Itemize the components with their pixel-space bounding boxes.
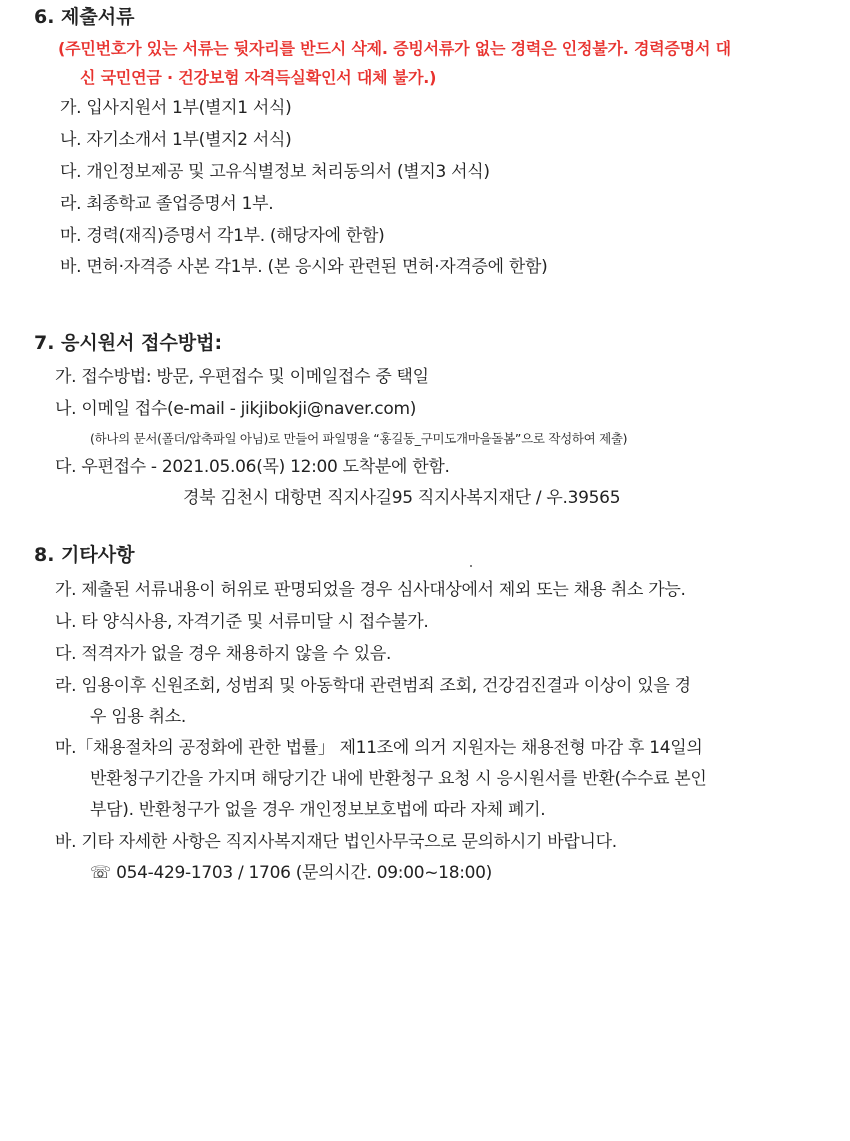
section-8-item-da: 다. 적격자가 없을 경우 채용하지 않을 수 있음. bbox=[55, 644, 392, 664]
section-6-notice-line1: (주민번호가 있는 서류는 뒷자리를 반드시 삭제. 증빙서류가 없는 경력은 인정불가. 경력증명서 대 bbox=[58, 39, 731, 58]
section-8-item-ma-line1: 마.「채용절차의 공정화에 관한 법률」 제11조에 의거 지원자는 채용전형 마감 후 14일의 bbox=[55, 738, 703, 758]
section-8-item-ra-line1: 라. 임용이후 신원조회, 성범죄 및 아동학대 관련범죄 조회, 건강검진결과 이상이 있을 경 bbox=[55, 676, 691, 696]
section-6-item: 가. 입사지원서 1부(별지1 서식) bbox=[60, 98, 292, 118]
section-8-item-ga: 가. 제출된 서류내용이 허위로 판명되었을 경우 심사대상에서 제외 또는 채용 취소 가능. bbox=[55, 580, 686, 600]
phone-number: 054-429-1703 / 1706 (문의시간. 09:00~18:00) bbox=[116, 863, 492, 883]
section-7-address: 경북 김천시 대항면 직지사길95 직지사복지재단 / 우.39565 bbox=[183, 488, 621, 508]
section-6-item: 라. 최종학교 졸업증명서 1부. bbox=[60, 194, 274, 214]
section-6-item: 나. 자기소개서 1부(별지2 서식) bbox=[60, 130, 292, 150]
section-8-item-ma-line2: 반환청구기간을 가지며 해당기간 내에 반환청구 요청 시 응시원서를 반환(수수료 본인 bbox=[90, 769, 707, 789]
section-6-title: 6. 제출서류 bbox=[34, 6, 135, 28]
section-6-notice-line2: 신 국민연금 · 건강보험 자격득실확인서 대체 불가.) bbox=[80, 68, 437, 87]
section-7-item-na: 나. 이메일 접수(e-mail - jikjibokji@naver.com) bbox=[55, 399, 417, 419]
section-6-item: 다. 개인정보제공 및 고유식별정보 처리동의서 (별지3 서식) bbox=[60, 162, 490, 182]
section-8-item-na: 나. 타 양식사용, 자격기준 및 서류미달 시 접수불가. bbox=[55, 612, 429, 632]
section-8-phone bbox=[90, 862, 492, 884]
section-7-title: 7. 응시원서 접수방법: bbox=[34, 332, 223, 354]
section-8-item-ra-line2: 우 임용 취소. bbox=[90, 707, 186, 727]
section-7-item-ga: 가. 접수방법: 방문, 우편접수 및 이메일접수 중 택일 bbox=[55, 367, 429, 387]
stray-dot bbox=[470, 565, 472, 567]
phone-icon: ☏ bbox=[90, 863, 111, 883]
section-8-item-ma-line3: 부담). 반환청구가 없을 경우 개인정보보호법에 따라 자체 폐기. bbox=[90, 800, 546, 820]
section-8-title: 8. 기타사항 bbox=[34, 544, 135, 566]
section-8-item-ba: 바. 기타 자세한 사항은 직지사복지재단 법인사무국으로 문의하시기 바랍니다. bbox=[55, 832, 617, 852]
section-6-item: 마. 경력(재직)증명서 각1부. (해당자에 한함) bbox=[60, 226, 385, 246]
section-7-item-da: 다. 우편접수 - 2021.05.06(목) 12:00 도착분에 한함. bbox=[55, 457, 450, 477]
section-7-item-na-note: (하나의 문서(폴더/압축파일 아님)로 만들어 파일명을 “홍길동_구미도개마을돌봄”으로 작성하여 제출) bbox=[90, 431, 628, 446]
section-6-item: 바. 면허·자격증 사본 각1부. (본 응시와 관련된 면허·자격증에 한함) bbox=[60, 257, 548, 277]
